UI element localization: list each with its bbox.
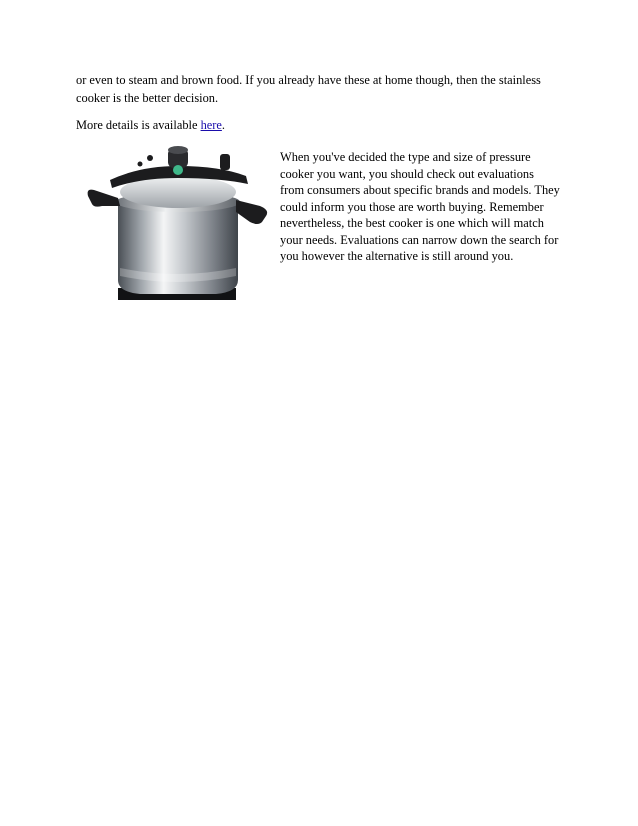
pressure-cooker-illustration (80, 140, 276, 300)
side-knob-icon (220, 154, 230, 170)
intro-paragraph (76, 71, 576, 107)
side-line: your needs. Evaluations can narrow down the search for (280, 232, 559, 247)
side-line: nevertheless, the best cooker is one which will match (280, 216, 544, 230)
valve-indicator-icon (173, 165, 183, 175)
intro-line-2: cooker is the better decision. (76, 91, 219, 105)
side-line: cooker you want, you should check out evaluations (280, 166, 534, 181)
details-paragraph (76, 116, 576, 134)
side-line: When you've decided the type and size of pressure (280, 150, 531, 164)
details-suffix: . (221, 118, 225, 132)
side-line: you however the alternative is still around you. (280, 249, 514, 263)
intro-line-1: or even to steam and brown food. If you already have these at home though, then the stainless (76, 73, 541, 87)
details-prefix: More details is available (76, 118, 201, 132)
side-line: from consumers about specific brands and models. They (280, 183, 560, 197)
pressure-cooker-image (80, 140, 276, 300)
side-paragraph (280, 149, 570, 265)
details-link[interactable]: here (200, 118, 222, 132)
side-line: could inform you those are worth buying. Remember (280, 199, 544, 214)
right-handle-icon (236, 200, 267, 224)
left-handle-icon (88, 190, 120, 207)
